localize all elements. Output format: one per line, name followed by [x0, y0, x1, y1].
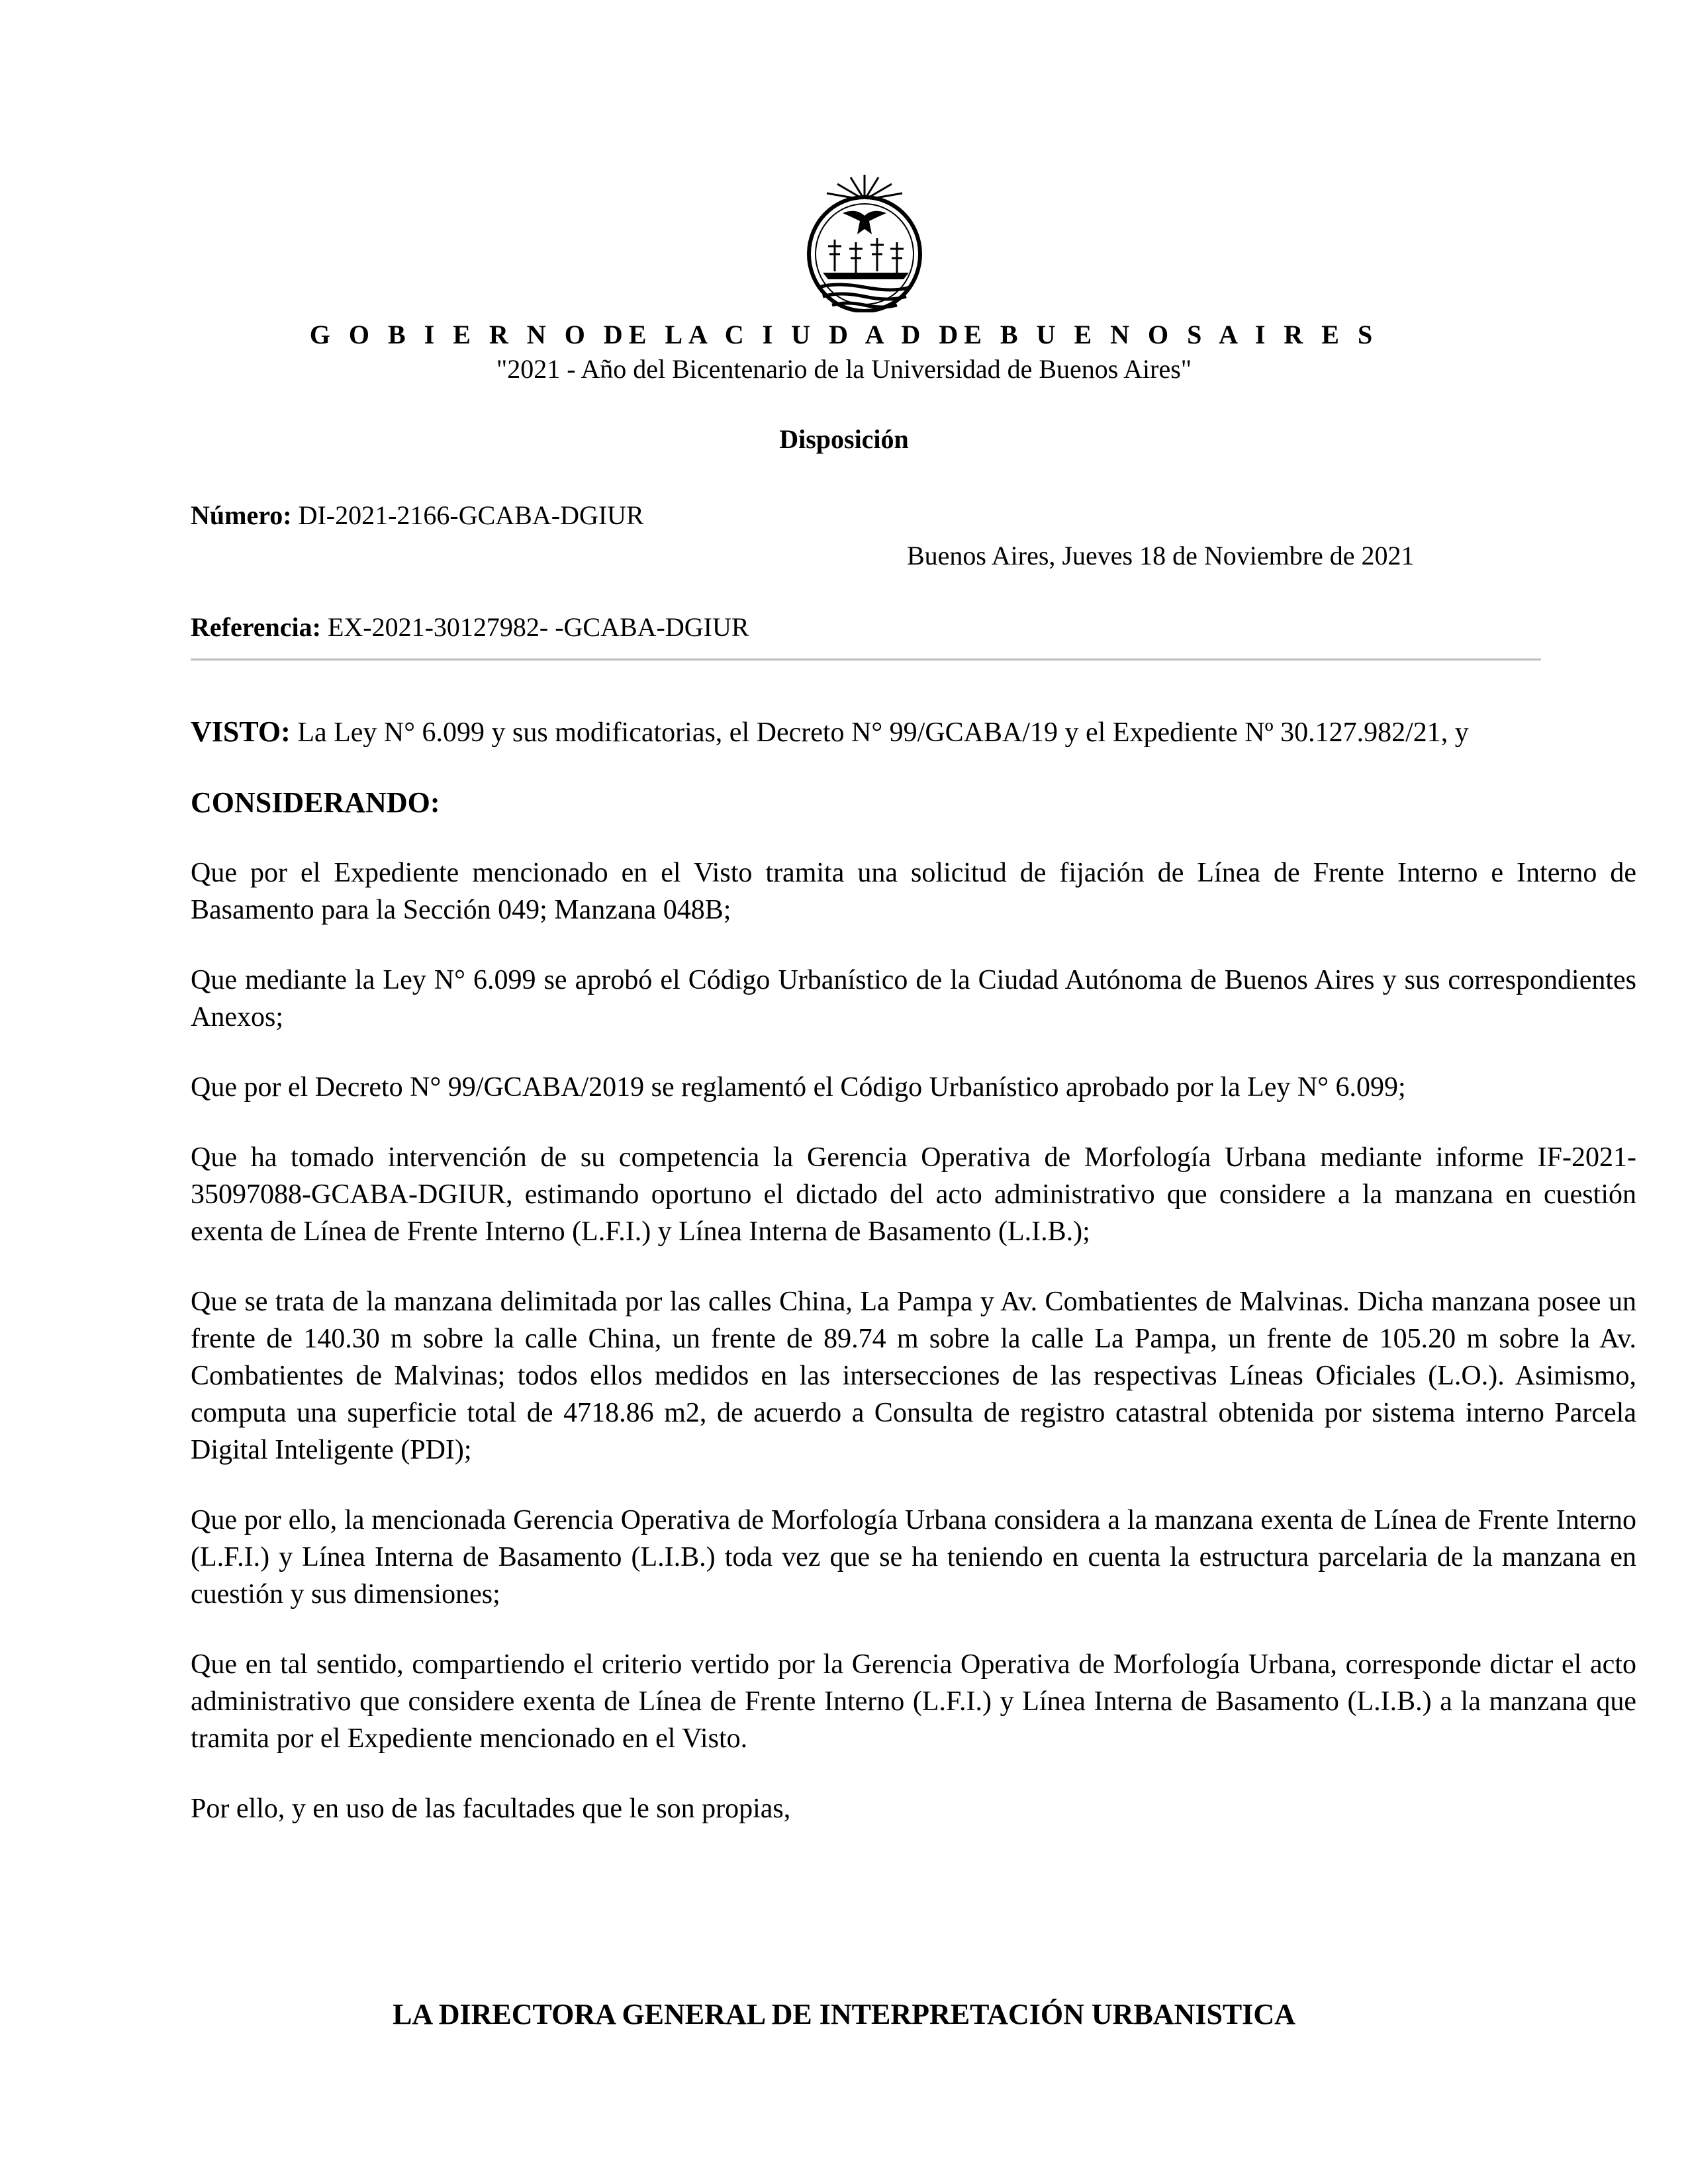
signatory-heading: LA DIRECTORA GENERAL DE INTERPRETACIÓN URBANISTICA	[393, 1998, 1295, 2030]
divider	[191, 659, 1541, 660]
document-body	[191, 713, 1636, 1860]
considerando-paragraph: Que mediante la Ley N° 6.099 se aprobó el Código Urbanístico de la Ciudad Autónoma de Buenos Aires y sus correspondientes Anexos;	[191, 965, 1636, 1032]
considerando-paragraph: Que por el Expediente mencionado en el Visto tramita una solicitud de fijación de Línea de Frente Interno e Interno de Basamento para la Sección 049; Manzana 048B;	[191, 858, 1636, 925]
numero-label: Número:	[191, 500, 292, 530]
date-line	[907, 540, 1415, 571]
coat-of-arms-icon	[803, 173, 926, 312]
numero-value: DI-2021-2166-GCABA-DGIUR	[298, 500, 644, 530]
date: Jueves 18 de Noviembre de 2021	[1062, 541, 1415, 570]
numero-line	[191, 500, 644, 531]
visto-paragraph	[191, 713, 1636, 751]
referencia-value: EX-2021-30127982- -GCABA-DGIUR	[327, 612, 749, 642]
document-type: Disposición	[779, 424, 909, 454]
visto-label: VISTO:	[191, 715, 291, 748]
referencia-line	[191, 612, 749, 643]
government-name: G O B I E R N O DE LA C I U D A D DE B U E N O S A I R E S	[309, 320, 1379, 349]
referencia-label: Referencia:	[191, 612, 321, 642]
considerando-paragraph: Que por ello, la mencionada Gerencia Operativa de Morfología Urbana considera a la manzana exenta de Línea de Frente Interno (L.F.I.) y Línea Interna de Basamento (L.I.B.) toda vez que se ha teniendo en cuenta la estructura parcelaria de la manzana en cuestión y sus dimensiones;	[191, 1505, 1636, 1610]
considerando-heading: CONSIDERANDO:	[191, 786, 440, 819]
considerando-paragraph: Que ha tomado intervención de su competencia la Gerencia Operativa de Morfología Urbana mediante informe IF-2021-35097088-GCABA-DGIUR, estimando oportuno el dictado del acto administrativo que considere a la manzana en cuestión exenta de Línea de Frente Interno (L.F.I.) y Línea Interna de Basamento (L.I.B.);	[191, 1142, 1636, 1247]
place: Buenos Aires,	[907, 541, 1056, 570]
considerando-paragraph: Que por el Decreto N° 99/GCABA/2019 se reglamentó el Código Urbanístico aprobado por la Ley N° 6.099;	[191, 1072, 1406, 1103]
closing-phrase: Por ello, y en uso de las facultades que le son propias,	[191, 1794, 791, 1824]
visto-text: La Ley N° 6.099 y sus modificatorias, el Decreto N° 99/GCABA/19 y el Expediente Nº 30.127.982/21, y	[297, 717, 1469, 748]
year-motto: "2021 - Año del Bicentenario de la Universidad de Buenos Aires"	[496, 354, 1192, 384]
considerando-paragraph: Que se trata de la manzana delimitada por las calles China, La Pampa y Av. Combatientes de Malvinas. Dicha manzana posee un frente de 140.30 m sobre la calle China, un frente de 89.74 m sobre la calle La Pampa, un frente de 105.20 m sobre la Av. Combatientes de Malvinas; todos ellos medidos en las intersecciones de las respectivas Líneas Oficiales (L.O.). Asimismo, computa una superficie total de 4718.86 m2, de acuerdo a Consulta de registro catastral obtenida por sistema interno Parcela Digital Inteligente (PDI);	[191, 1287, 1636, 1465]
considerando-paragraph: Que en tal sentido, compartiendo el criterio vertido por la Gerencia Operativa de Morfología Urbana, corresponde dictar el acto administrativo que considere exenta de Línea de Frente Interno (L.F.I.) y Línea Interna de Basamento (L.I.B.) a la manzana que tramita por el Expediente mencionado en el Visto.	[191, 1649, 1636, 1754]
